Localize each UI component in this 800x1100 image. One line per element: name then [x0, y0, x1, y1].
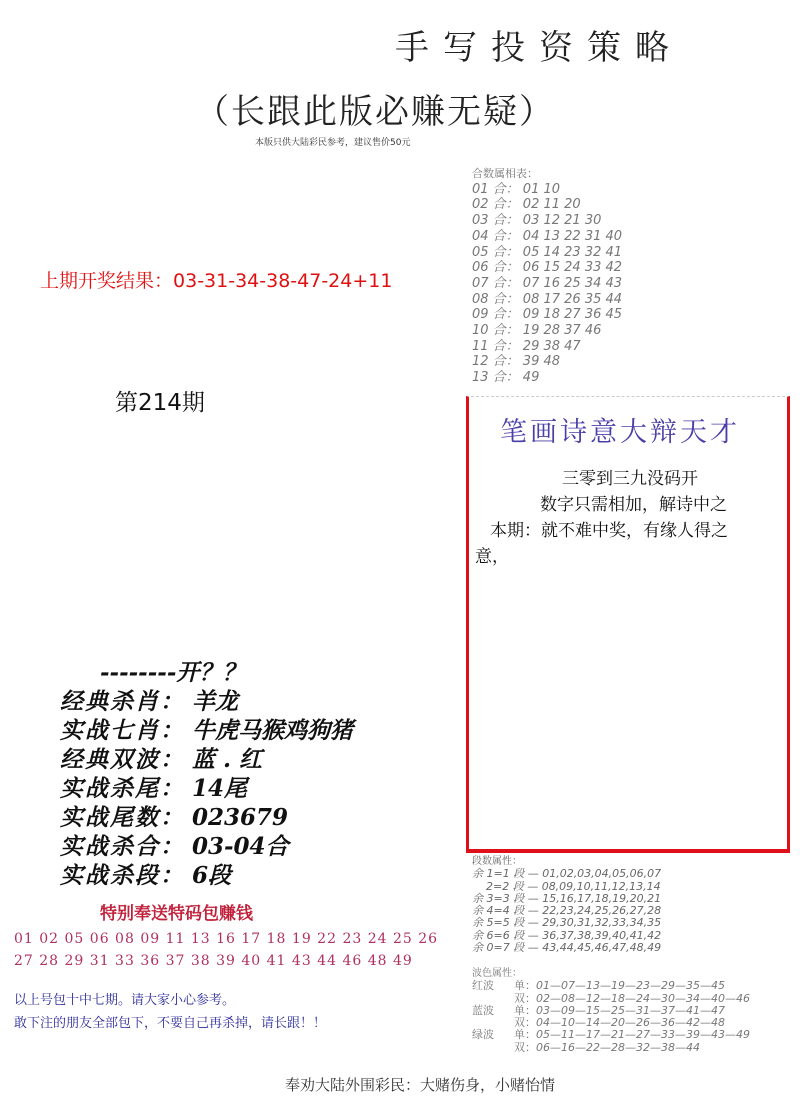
prediction-label: 实战尾数： [60, 804, 185, 831]
prediction-label: 实战杀段： [60, 862, 185, 889]
page-title: 手写投资策略 [395, 28, 683, 68]
wave-nums: 01—07—13—19—23—29—35—45 [536, 979, 725, 993]
wave-nums: 06—16—22—28—32—38—44 [536, 1040, 700, 1054]
prediction-label: 实战杀合： [60, 833, 185, 860]
wave-kind: 双： [514, 1016, 536, 1030]
wave-group: 绿波 [472, 1028, 494, 1042]
warning-text: 以上号包十中七期。请大家小心参考。 [14, 993, 236, 1008]
segment-row: 余 1=1 段 — 01,02,03,04,05,06,07 [472, 867, 662, 881]
warning-text: 敢下注的朋友全部包下，不要自己再杀掉，请长跟！！ [14, 1016, 327, 1031]
he-row: 01 合： 01 10 [472, 181, 561, 197]
wave-kind: 双： [514, 1040, 536, 1054]
he-row: 10 合： 19 28 37 46 [472, 323, 602, 339]
last-result-value: 03-31-34-38-47-24+11 [173, 270, 393, 292]
prediction-row [60, 687, 353, 716]
prediction-open: --------开？？ [100, 659, 246, 686]
prediction-row [60, 861, 353, 890]
segment-title: 段数属性： [472, 856, 522, 867]
prediction-row [60, 774, 353, 803]
wave-nums: 03—09—15—25—31—37—41—47 [536, 1003, 725, 1017]
last-result-label: 上期开奖结果： [40, 270, 174, 292]
wave-group: 红波 [472, 979, 494, 993]
prediction-value: 6段 [192, 862, 232, 889]
special-numbers-row: 27 28 29 31 33 36 37 38 39 40 41 43 44 46 48 49 [14, 953, 413, 969]
prediction-value: 蓝 . 红 [192, 746, 263, 773]
wave-nums: 04—10—14—20—26—36—42—48 [536, 1016, 725, 1030]
price-note: 本版只供大陆彩民参考，建议售价50元 [255, 138, 411, 148]
he-row: 12 合： 39 48 [472, 354, 561, 370]
prediction-row [60, 745, 353, 774]
prediction-value: 牛虎马猴鸡狗猪 [192, 717, 353, 744]
segment-row: 余 5=5 段 — 29,30,31,32,33,34,35 [472, 916, 662, 930]
segment-row: 余 4=4 段 — 22,23,24,25,26,27,28 [472, 904, 662, 918]
he-row: 04 合： 04 13 22 31 40 [472, 228, 623, 244]
he-row: 11 合： 29 38 47 [472, 338, 581, 354]
last-result [40, 270, 392, 293]
wave-nums: 05—11—17—21—27—33—39—43—49 [536, 1028, 750, 1042]
wave-nums: 02—08—12—18—24—30—34—40—46 [536, 991, 750, 1005]
segment-row: 2=2 段 — 08,09,10,11,12,13,14 [472, 879, 661, 893]
prediction-row [60, 803, 353, 832]
prediction-value: 羊龙 [192, 688, 238, 715]
footer-note: 奉劝大陆外围彩民：大赌伤身，小赌怡情 [285, 1076, 556, 1094]
wave-title: 波色属性： [472, 968, 522, 979]
wave-kind: 单： [514, 1028, 536, 1042]
poem-line: 本期：就不难中奖，有缘人得之 [490, 521, 728, 541]
special-numbers-row: 01 02 05 06 08 09 11 13 16 17 18 19 22 23 24 25 26 [14, 931, 439, 947]
poem-title: 笔画诗意大辩天才 [500, 417, 740, 448]
poem-line: 意， [475, 547, 509, 567]
he-row: 03 合： 03 12 21 30 [472, 213, 602, 229]
segment-row: 余 0=7 段 — 43,44,45,46,47,48,49 [472, 941, 662, 955]
prediction-label: 经典杀肖： [60, 688, 185, 715]
wave-kind: 单： [514, 979, 536, 993]
he-row: 13 合： 49 [472, 370, 540, 386]
segment-row: 余 3=3 段 — 15,16,17,18,19,20,21 [472, 891, 662, 905]
prediction-value: 023679 [192, 804, 289, 831]
he-row: 05 合： 05 14 23 32 41 [472, 244, 623, 260]
issue-number: 第214期 [115, 390, 205, 416]
prediction-label: 实战七肖： [60, 717, 185, 744]
prediction-label: 经典双波： [60, 746, 185, 773]
poem-line: 三零到三九没码开 [562, 469, 698, 489]
wave-kind: 单： [514, 1003, 536, 1017]
he-row: 09 合： 09 18 27 36 45 [472, 307, 623, 323]
prediction-label: 实战杀尾： [60, 775, 185, 802]
he-table-title: 合数属相表： [472, 167, 538, 180]
prediction-row [60, 832, 353, 861]
wave-table [472, 968, 750, 1054]
prediction-row [60, 716, 353, 745]
prediction-block [60, 658, 353, 890]
he-table [472, 166, 622, 386]
wave-row [472, 1042, 750, 1054]
he-row: 06 合： 06 15 24 33 42 [472, 260, 623, 276]
segment-row: 余 6=6 段 — 36,37,38,39,40,41,42 [472, 928, 662, 942]
prediction-value: 14尾 [192, 775, 248, 802]
he-row: 08 合： 08 17 26 35 44 [472, 291, 623, 307]
segment-table [472, 856, 661, 954]
he-row: 07 合： 07 16 25 34 43 [472, 275, 623, 291]
he-row: 02 合： 02 11 20 [472, 197, 581, 213]
special-title: 特别奉送特码包赚钱 [100, 904, 253, 924]
prediction-value: 03-04合 [192, 833, 289, 860]
page-subtitle: （长跟此版必赚无疑） [195, 92, 555, 132]
poem-line: 数字只需相加，解诗中之 [540, 495, 727, 515]
wave-group: 蓝波 [472, 1003, 494, 1017]
wave-kind: 双： [514, 991, 536, 1005]
poem-frame [466, 396, 790, 853]
